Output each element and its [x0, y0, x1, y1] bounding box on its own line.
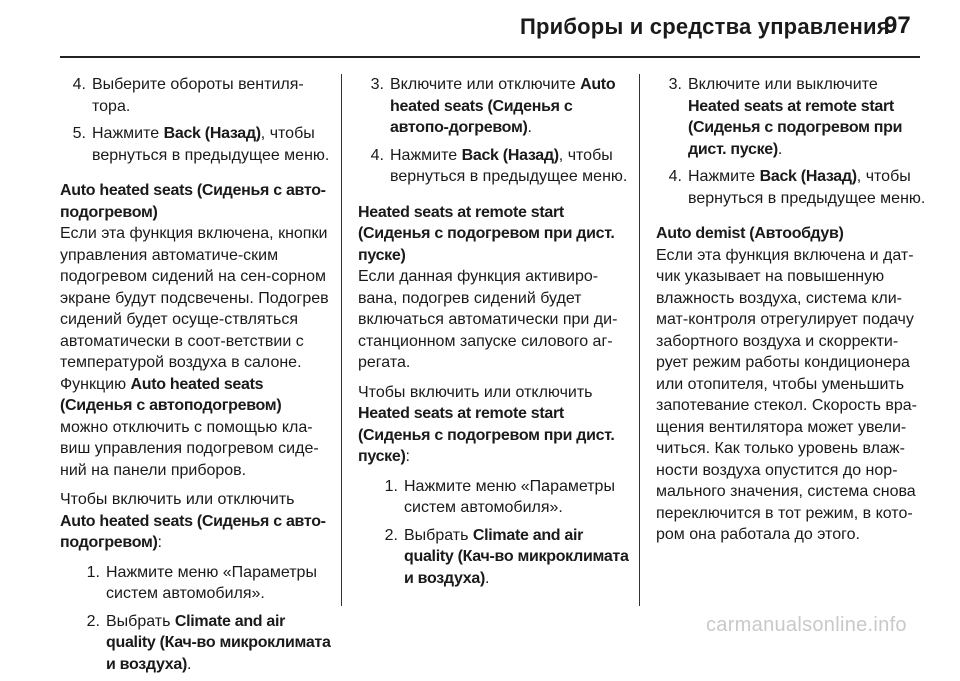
list-item: 1. Нажмите меню «Параметры систем автомобиля». — [86, 563, 317, 602]
paragraph: Если эта функция включена и дат-чик указывает на повышенную влажность воздуха, система кли-мат-контроля отрегулирует подачу забортного воздуха и скорректи-рует режим работы кондиционера или отопителя, чтобы уменьшить запотевание стекол. Скорость вра-щения вентилятора может увели-читься. Как только уровень влаж-ности воздуха опустится до нор-мального значения, система снова переключится в тот режим, в кото-ром она работала до этого. — [656, 246, 917, 543]
menu-term: Back (Назад) — [163, 125, 261, 142]
page-number: 97 — [884, 12, 911, 39]
column-divider — [341, 74, 342, 606]
paragraph: Чтобы включить или отключить Heated seats at remote start (Сиденья с подогревом при дист. пуске): — [358, 383, 615, 465]
list-item: 3. Включите или выключите Heated seats at remote start (Сиденья с подогревом при дист. пуске). — [668, 76, 903, 158]
list-item: 4. Нажмите Back (Назад), чтобы вернуться в предыдущее меню. — [370, 146, 628, 185]
section-heading: Heated seats at remote start (Сиденья с подогревом при дист. пуске) — [358, 203, 615, 264]
list-item: 5. Нажмите Back (Назад), чтобы вернуться в предыдущее меню. — [72, 125, 330, 164]
header-rule — [60, 56, 920, 58]
column-2 — [358, 74, 630, 595]
column-divider — [639, 74, 640, 606]
column-3 — [656, 74, 928, 546]
paragraph: Чтобы включить или отключить Auto heated seats (Сиденья с авто-подогревом): — [60, 491, 326, 551]
watermark: carmanualsonline.info — [706, 614, 907, 636]
list-item: 1. Нажмите меню «Параметры систем автомобиля». — [384, 477, 615, 516]
list-item: 2. Выбрать Climate and air quality (Кач-во микроклимата и воздуха). — [86, 612, 331, 673]
paragraph: Если эта функция включена, кнопки управления автоматиче-ским подогревом сидений на сен-сорном экране будут подсвечены. Подогрев сидений будет осуще-ствляться автоматически в соот-ветствии с температурой воздуха в салоне. Функцию Auto heated seats (Сиденья с автоподогревом) можно отключить с помощью кла-виш управления подогревом сиде-ний на панели приборов. — [60, 225, 329, 479]
list-item: 4. Выберите обороты вентиля-тора. — [72, 76, 304, 115]
list-item: 3. Включите или отключите Auto heated seats (Сиденья с автопо-догревом). — [370, 76, 616, 136]
section-heading: Auto demist (Автообдув) — [656, 225, 844, 242]
paragraph: Если данная функция активиро-вана, подогрев сидений будет включаться автоматически при ди-станционном запуске силового аг-регата. — [358, 268, 618, 371]
section-heading: Auto heated seats (Сиденья с авто-подогревом) — [60, 182, 326, 221]
column-1 — [60, 74, 332, 681]
list-item: 4. Нажмите Back (Назад), чтобы вернуться в предыдущее меню. — [668, 168, 926, 207]
list-item: 2. Выбрать Climate and air quality (Кач-во микроклимата и воздуха). — [384, 526, 629, 587]
page-title: Приборы и средства управления — [520, 14, 890, 39]
